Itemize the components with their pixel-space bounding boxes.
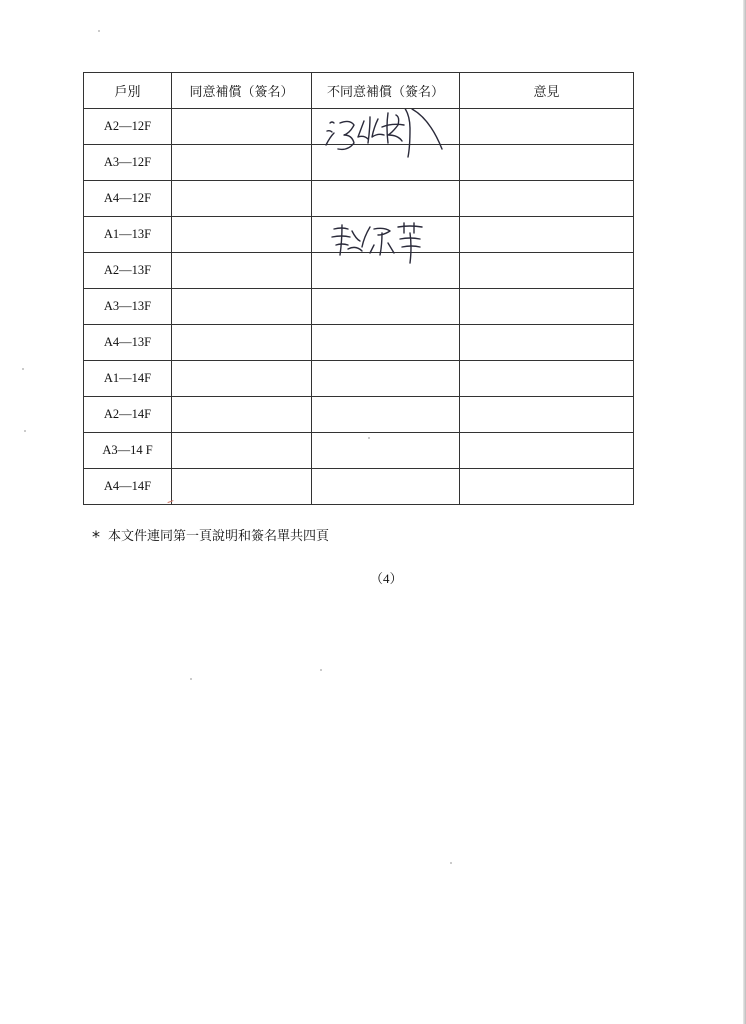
- agree-signature-cell: [172, 397, 312, 433]
- agree-signature-cell: [172, 289, 312, 325]
- table-row: [84, 253, 634, 289]
- agree-signature-cell: [172, 361, 312, 397]
- scan-speck: [98, 30, 100, 32]
- disagree-signature-cell: [312, 181, 460, 217]
- table-row: [84, 325, 634, 361]
- opinion-cell: [460, 469, 634, 505]
- table-row: [84, 433, 634, 469]
- unit-cell: A1—13F: [84, 217, 172, 253]
- table-row: [84, 217, 634, 253]
- disagree-signature-cell: [312, 397, 460, 433]
- header-disagree-signature: 不同意補償（簽名）: [312, 73, 460, 109]
- unit-cell: A3—12F: [84, 145, 172, 181]
- opinion-cell: [460, 289, 634, 325]
- unit-cell: A4—12F: [84, 181, 172, 217]
- table-row: [84, 181, 634, 217]
- disagree-signature-cell: [312, 217, 460, 253]
- compensation-signature-table: [83, 72, 634, 505]
- agree-signature-cell: [172, 109, 312, 145]
- disagree-signature-cell: [312, 325, 460, 361]
- table-header-row: [84, 73, 634, 109]
- unit-cell: A1—14F: [84, 361, 172, 397]
- opinion-cell: [460, 145, 634, 181]
- unit-cell: A2—14F: [84, 397, 172, 433]
- disagree-signature-cell: [312, 109, 460, 145]
- unit-cell: A2—13F: [84, 253, 172, 289]
- header-unit: 戶別: [84, 73, 172, 109]
- table-row: [84, 469, 634, 505]
- header-opinion: 意見: [460, 73, 634, 109]
- table-row: [84, 109, 634, 145]
- page-number: （4）: [370, 571, 403, 586]
- unit-cell: A4—13F: [84, 325, 172, 361]
- agree-signature-cell: [172, 217, 312, 253]
- opinion-cell: [460, 397, 634, 433]
- opinion-cell: [460, 181, 634, 217]
- footnote-text: 本文件連同第一頁說明和簽名單共四頁: [108, 529, 330, 544]
- disagree-signature-cell: [312, 433, 460, 469]
- scan-speck: [450, 862, 452, 864]
- opinion-cell: [460, 361, 634, 397]
- opinion-cell: [460, 109, 634, 145]
- agree-signature-cell: [172, 145, 312, 181]
- table-row: [84, 289, 634, 325]
- table-row: [84, 397, 634, 433]
- agree-signature-cell: [172, 325, 312, 361]
- unit-cell: A4—14F: [84, 469, 172, 505]
- disagree-signature-cell: [312, 469, 460, 505]
- footnote: [92, 525, 329, 544]
- unit-cell: A3—13F: [84, 289, 172, 325]
- header-agree-signature: 同意補償（簽名）: [172, 73, 312, 109]
- disagree-signature-cell: [312, 361, 460, 397]
- opinion-cell: [460, 325, 634, 361]
- scan-speck: [24, 430, 26, 432]
- scan-speck: [22, 368, 24, 370]
- red-ink-mark: [167, 500, 174, 506]
- table-row: [84, 145, 634, 181]
- scan-speck: [190, 678, 192, 680]
- opinion-cell: [460, 433, 634, 469]
- agree-signature-cell: [172, 433, 312, 469]
- agree-signature-cell: [172, 469, 312, 505]
- agree-signature-cell: [172, 253, 312, 289]
- disagree-signature-cell: [312, 145, 460, 181]
- scan-speck: [320, 669, 322, 671]
- disagree-signature-cell: [312, 289, 460, 325]
- opinion-cell: [460, 253, 634, 289]
- unit-cell: A3—14 F: [84, 433, 172, 469]
- disagree-signature-cell: [312, 253, 460, 289]
- agree-signature-cell: [172, 181, 312, 217]
- table-row: [84, 361, 634, 397]
- unit-cell: A2—12F: [84, 109, 172, 145]
- footnote-marker: *: [92, 527, 100, 546]
- opinion-cell: [460, 217, 634, 253]
